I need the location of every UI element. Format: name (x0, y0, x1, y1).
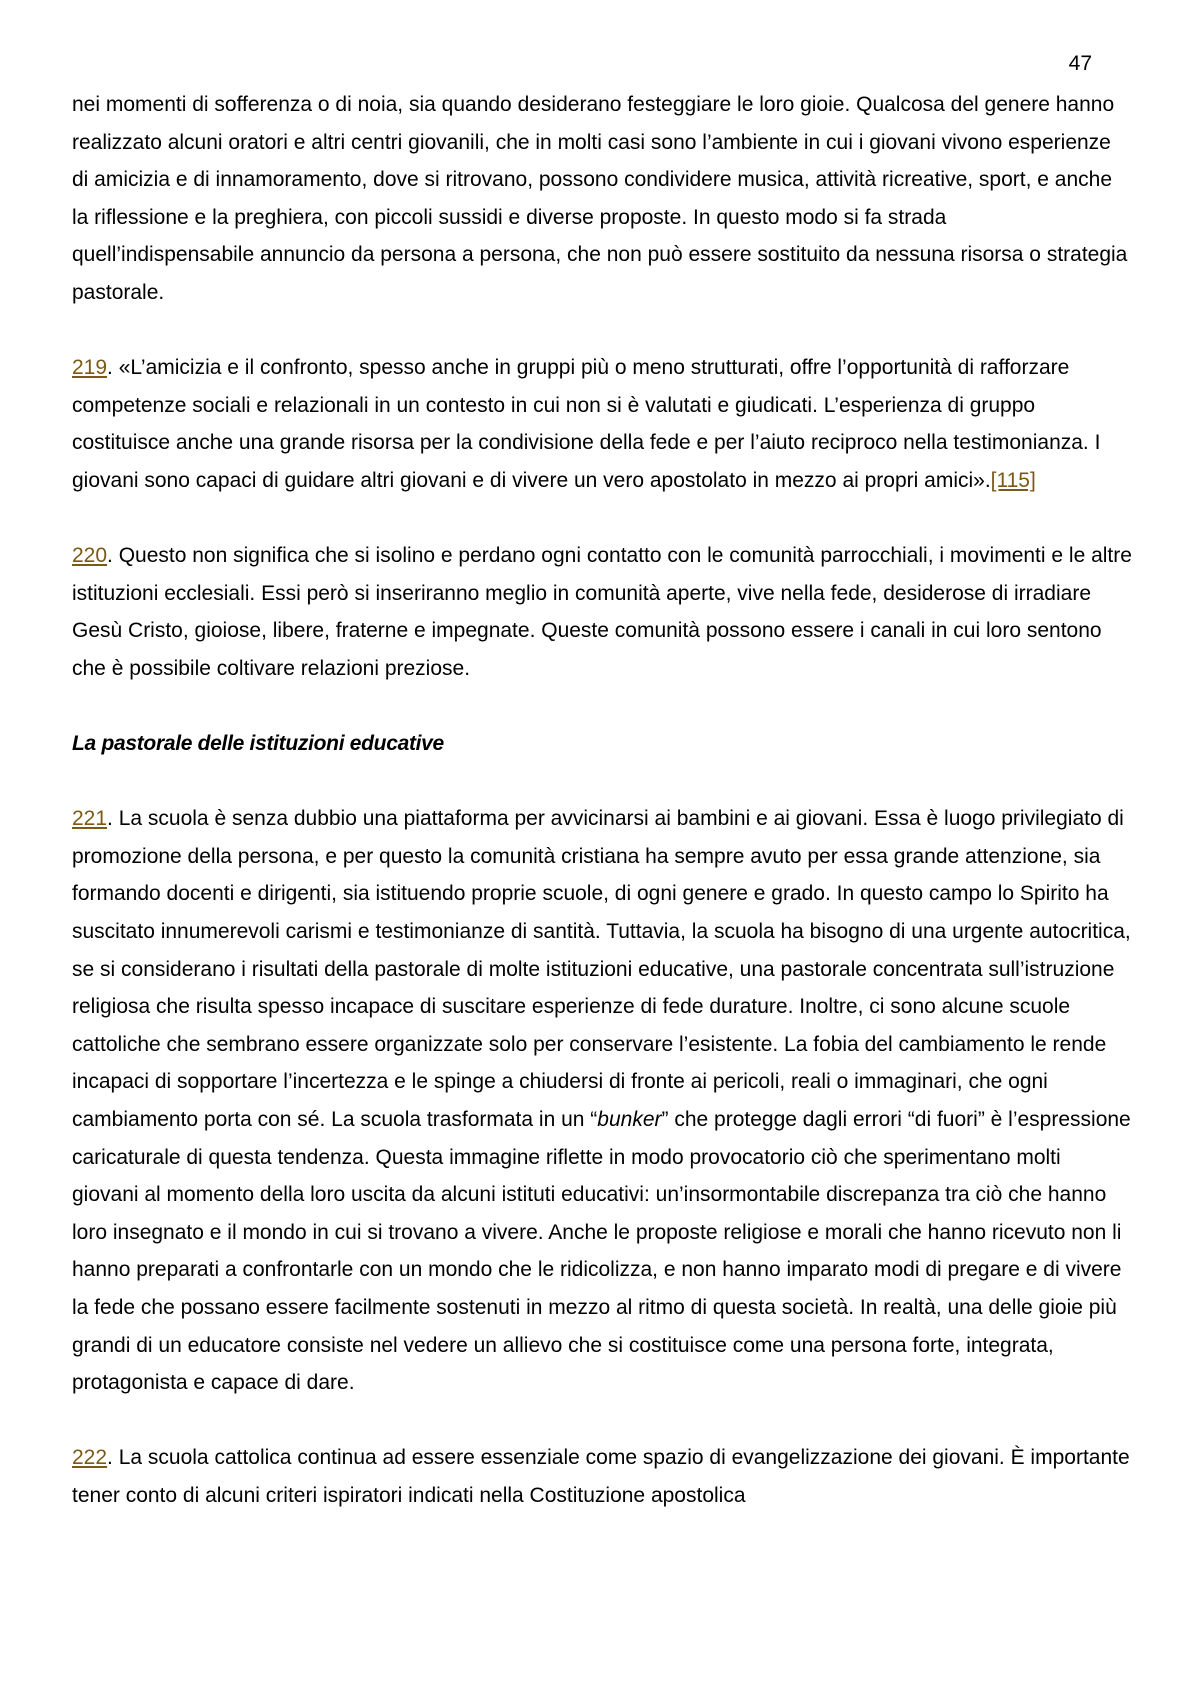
paragraph-221 (72, 800, 1132, 1402)
paragraph-220-link[interactable]: 220 (72, 544, 108, 568)
section-heading: La pastorale delle istituzioni educative (72, 732, 444, 756)
page-number: 47 (1068, 52, 1092, 75)
paragraph-221-text-before: . La scuola è senza dubbio una piattaforma per avvicinarsi ai bambini e ai giovani. Essa è luogo privilegiato di promozione della persona, e per questo la comunità cristiana ha sempre avuto per essa grande attenzione, sia formando docenti e dirigenti, sia istituendo proprie scuole, di ogni genere e grado. In questo campo lo Spirito ha suscitato innumerevoli carismi e testimonianze di santità. Tuttavia, la scuola ha bisogno di una urgente autocritica, se si considerano i risultati della pastorale di molte istituzioni educative, una pastorale concentrata sull’istruzione religiosa che risulta spesso incapace di suscitare esperienze di fede durature. Inoltre, ci sono alcune scuole cattoliche che sembrano essere organizzate solo per conservare l’esistente. La fobia del cambiamento le rende incapaci di sopportare l’incertezza e le spinge a chiudersi di fronte ai pericoli, reali o immaginari, che ogni cambiamento porta con sé. La scuola trasformata in un “ (72, 807, 1131, 1132)
document-body (72, 86, 1132, 1552)
paragraph-221-text-after: ” che protegge dagli errori “di fuori” è l’espressione caricaturale di questa tendenza. Questa immagine riflette in modo provocatorio ciò che sperimentano molti giovani al momento della loro uscita da alcuni istituti educativi: un’insormontabile discrepanza tra ciò che hanno loro insegnato e il mondo in cui si trovano a vivere. Anche le proposte religiose e morali che hanno ricevuto non li hanno preparati a confrontarle con un mondo che le ridicolizza, e non hanno imparato modi di pregare e di vivere la fede che possano essere facilmente sostenuti in mezzo al ritmo di questa società. In realtà, una delle gioie più grandi di un educatore consiste nel vedere un allievo che si costituisce come una persona forte, integrata, protagonista e capace di dare. (72, 1108, 1131, 1395)
footnote-115-link[interactable]: [115] (990, 468, 1036, 492)
paragraph-220 (72, 537, 1132, 687)
paragraph-219-text: . «L’amicizia e il confronto, spesso anche in gruppi più o meno strutturati, offre l’opportunità di rafforzare competenze sociali e relazionali in un contesto in cui non si è valutati e giudicati. L’esperienza di gruppo costituisce anche una grande risorsa per la condivisione della fede e per l’aiuto reciproco nella testimonianza. I giovani sono capaci di guidare altri giovani e di vivere un vero apostolato in mezzo ai propri amici». (72, 356, 1101, 492)
paragraph-221-emphasis: bunker (597, 1108, 662, 1132)
paragraph-220-text: . Questo non significa che si isolino e perdano ogni contatto con le comunità parrocchiali, i movimenti e le altre istituzioni ecclesiali. Essi però si inseriranno meglio in comunità aperte, vive nella fede, desiderose di irradiare Gesù Cristo, gioiose, libere, fraterne e impegnate. Queste comunità possono essere i canali in cui loro sentono che è possibile coltivare relazioni preziose. (72, 544, 1132, 680)
paragraph-219 (72, 349, 1132, 499)
paragraph-222 (72, 1439, 1132, 1514)
paragraph-222-link[interactable]: 222 (72, 1446, 108, 1470)
continued-paragraph (72, 86, 1132, 312)
paragraph-219-link[interactable]: 219 (72, 356, 108, 380)
paragraph-221-link[interactable]: 221 (72, 807, 108, 831)
paragraph-222-text: . La scuola cattolica continua ad essere essenziale come spazio di evangelizzazione dei giovani. È importante tener conto di alcuni criteri ispiratori indicati nella Costituzione apostolica (72, 1446, 1130, 1507)
continued-paragraph-text: nei momenti di sofferenza o di noia, sia quando desiderano festeggiare le loro gioie. Qualcosa del genere hanno realizzato alcuni oratori e altri centri giovanili, che in molti casi sono l’ambiente in cui i giovani vivono esperienze di amicizia e di innamoramento, dove si ritrovano, possono condividere musica, attività ricreative, sport, e anche la riflessione e la preghiera, con piccoli sussidi e diverse proposte. In questo modo si fa strada quell’indispensabile annuncio da persona a persona, che non può essere sostituito da nessuna risorsa o strategia pastorale. (72, 93, 1128, 304)
